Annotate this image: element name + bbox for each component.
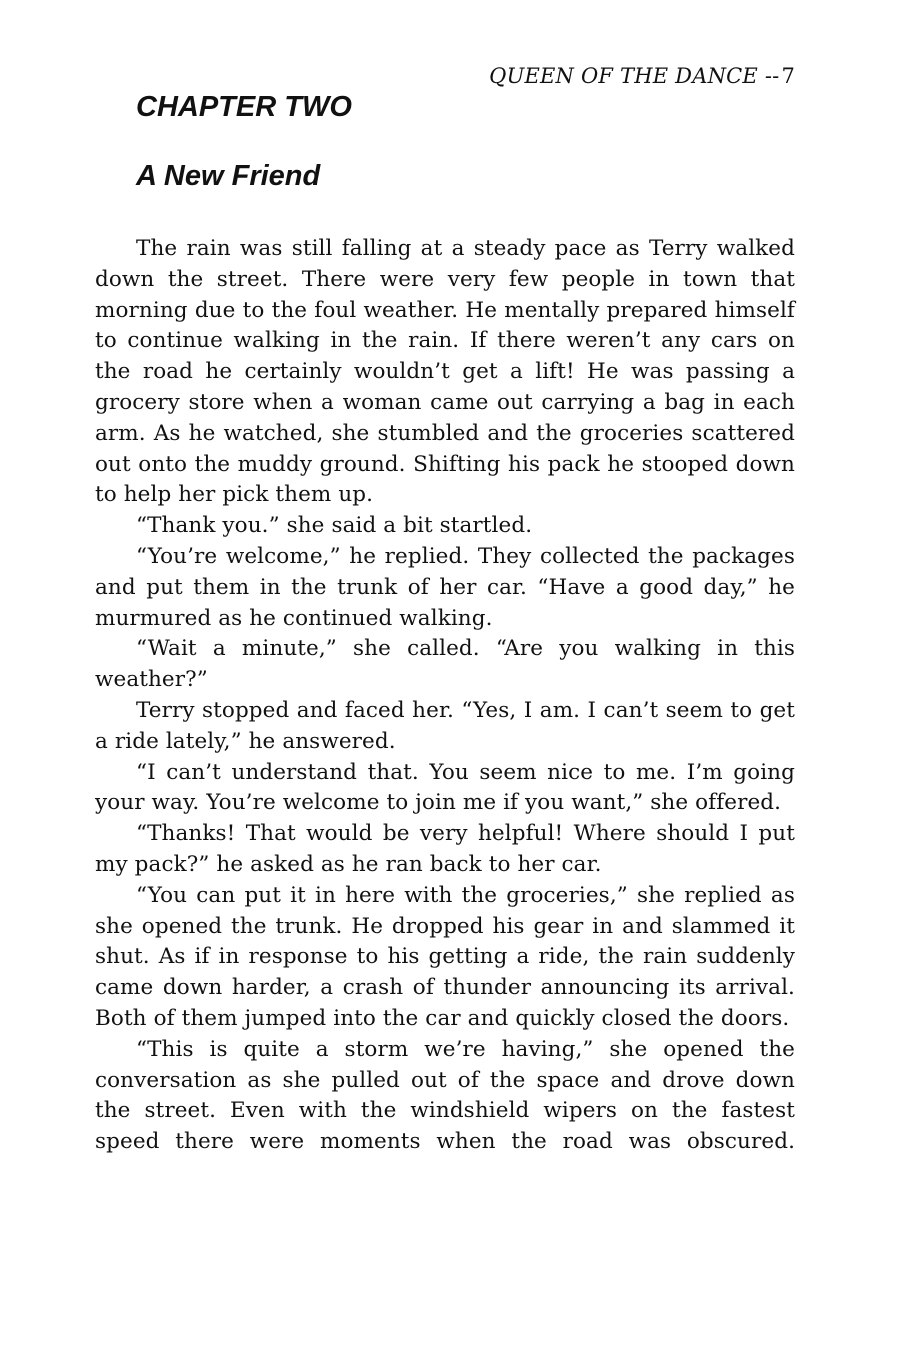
paragraph: The rain was still falling at a steady pace as Terry walked down the street. There were very few people in town that morning due to the foul weather. He mentally prepared himself to continue walking in the rain. If there weren’t any cars on the road he certainly wouldn’t get a lift! He was passing a grocery store when a woman came out carrying a bag in each arm. As he watched, she stumbled and the groceries scattered out onto the muddy ground. Shifting his pack he stooped down to help her pick them up. [95, 236, 795, 508]
paragraph: “Wait a minute,” she called. “Are you walking in this weather?” [95, 636, 795, 693]
paragraph: “You’re welcome,” he replied. They collected the packages and put them in the trunk of her car. “Have a good day,” he murmured as he continued walking. [95, 543, 795, 631]
paragraph: Terry stopped and faced her. “Yes, I am. I can’t seem to get a ride lately,” he answered. [95, 697, 795, 754]
running-header-title: QUEEN OF THE DANCE -- [489, 64, 780, 88]
running-header [489, 62, 795, 90]
chapter-number-heading: CHAPTER TWO [136, 91, 352, 123]
paragraph: “Thank you.” she said a bit startled. [136, 513, 533, 539]
chapter-title-heading: A New Friend [136, 160, 321, 192]
paragraph: “Thanks! That would be very helpful! Where should I put my pack?” he asked as he ran back to her car. [95, 821, 795, 877]
page-number: 7 [781, 64, 795, 88]
paragraph: “I can’t understand that. You seem nice to me. I’m going your way. You’re welcome to join me if you want,” she offered. [95, 759, 795, 816]
chapter-body [95, 234, 795, 1158]
paragraph: “You can put it in here with the groceries,” she replied as she opened the trunk. He dropped his gear in and slammed it shut. As if in response to his getting a ride, the rain suddenly came down harder, a crash of thunder announcing its arrival. Both of them jumped into the car and quickly closed the doors. [95, 882, 795, 1031]
paragraph: “This is quite a storm we’re having,” she opened the conversation as she pulled out of the space and drove down the street. Even with the windshield wipers on the fastest speed there were moments when the road was obscured. [95, 1036, 795, 1155]
